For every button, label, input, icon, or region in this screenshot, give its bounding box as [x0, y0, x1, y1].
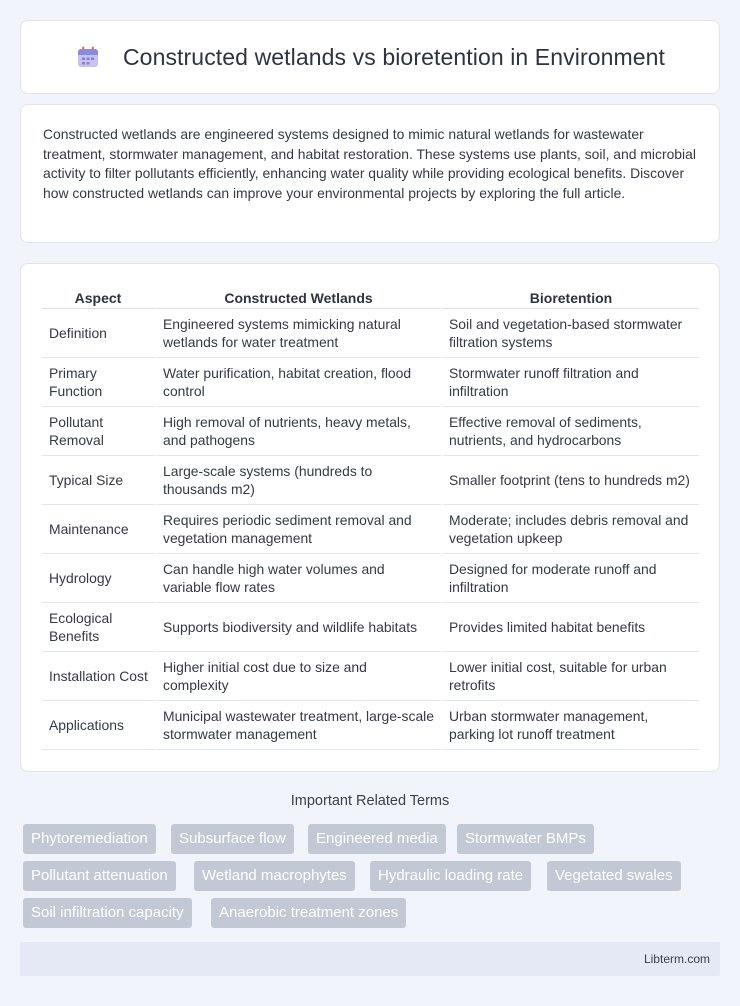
related-term-tag[interactable]: Wetland macrophytes [194, 861, 355, 891]
header-constructed-wetlands: Constructed Wetlands [157, 286, 443, 309]
cell-aspect: Hydrology [42, 554, 157, 603]
cell-bioretention: Lower initial cost, suitable for urban retrofits [443, 652, 699, 701]
cell-constructed-wetlands: Higher initial cost due to size and complexity [157, 652, 443, 701]
cell-aspect: Definition [42, 309, 157, 358]
cell-aspect: Ecological Benefits [42, 603, 157, 652]
related-term-tag[interactable]: Phytoremediation [23, 824, 156, 854]
table-row [42, 652, 699, 701]
cell-constructed-wetlands: Can handle high water volumes and variable flow rates [157, 554, 443, 603]
cell-constructed-wetlands: Supports biodiversity and wildlife habitats [157, 603, 443, 652]
table-header-row [42, 286, 699, 309]
intro-text: Constructed wetlands are engineered systems designed to mimic natural wetlands for wastewater treatment, stormwater management, and habitat restoration. These systems use plants, soil, and microbial activity to filter pollutants efficiently, enhancing water quality while providing ecological benefits. Discover how constructed wetlands can improve your environmental projects by exploring the full article. [43, 126, 696, 202]
related-term-tag[interactable]: Stormwater BMPs [457, 824, 594, 854]
table-row [42, 505, 699, 554]
header-aspect: Aspect [42, 286, 157, 309]
related-term-tag[interactable]: Hydraulic loading rate [370, 861, 531, 891]
header-card [20, 20, 720, 94]
cell-bioretention: Effective removal of sediments, nutrients, and hydrocarbons [443, 407, 699, 456]
table-row [42, 358, 699, 407]
cell-constructed-wetlands: High removal of nutrients, heavy metals, and pathogens [157, 407, 443, 456]
related-term-tag[interactable]: Pollutant attenuation [23, 861, 176, 891]
cell-bioretention: Stormwater runoff filtration and infiltration [443, 358, 699, 407]
table-row [42, 309, 699, 358]
footer-link[interactable]: Libterm.com [643, 952, 710, 966]
cell-bioretention: Smaller footprint (tens to hundreds m2) [443, 456, 699, 505]
cell-bioretention: Moderate; includes debris removal and vegetation upkeep [443, 505, 699, 554]
cell-constructed-wetlands: Engineered systems mimicking natural wetlands for water treatment [157, 309, 443, 358]
comparison-table [42, 286, 699, 750]
cell-constructed-wetlands: Municipal wastewater treatment, large-scale stormwater management [157, 701, 443, 750]
related-term-tag[interactable]: Soil infiltration capacity [23, 898, 192, 928]
related-term-tag[interactable]: Subsurface flow [171, 824, 294, 854]
calendar-icon [75, 44, 101, 70]
related-term-tag[interactable]: Anaerobic treatment zones [211, 898, 406, 928]
cell-bioretention: Urban stormwater management, parking lot runoff treatment [443, 701, 699, 750]
table-row [42, 456, 699, 505]
related-terms-title: Important Related Terms [290, 793, 450, 809]
table-row [42, 407, 699, 456]
table-row [42, 701, 699, 750]
intro-card [20, 104, 720, 243]
header-bioretention: Bioretention [443, 286, 699, 309]
cell-aspect: Typical Size [42, 456, 157, 505]
comparison-card [20, 263, 720, 772]
related-term-tag[interactable]: Engineered media [308, 824, 446, 854]
cell-aspect: Applications [42, 701, 157, 750]
cell-bioretention: Soil and vegetation-based stormwater filtration systems [443, 309, 699, 358]
table-row [42, 554, 699, 603]
cell-constructed-wetlands: Water purification, habitat creation, flood control [157, 358, 443, 407]
cell-constructed-wetlands: Large-scale systems (hundreds to thousands m2) [157, 456, 443, 505]
cell-bioretention: Designed for moderate runoff and infiltration [443, 554, 699, 603]
footer [20, 942, 720, 976]
related-term-tag[interactable]: Vegetated swales [547, 861, 681, 891]
cell-aspect: Maintenance [42, 505, 157, 554]
table-row [42, 603, 699, 652]
cell-aspect: Pollutant Removal [42, 407, 157, 456]
cell-aspect: Installation Cost [42, 652, 157, 701]
cell-bioretention: Provides limited habitat benefits [443, 603, 699, 652]
cell-aspect: Primary Function [42, 358, 157, 407]
page-title: Constructed wetlands vs bioretention in Environment [122, 43, 666, 70]
cell-constructed-wetlands: Requires periodic sediment removal and vegetation management [157, 505, 443, 554]
